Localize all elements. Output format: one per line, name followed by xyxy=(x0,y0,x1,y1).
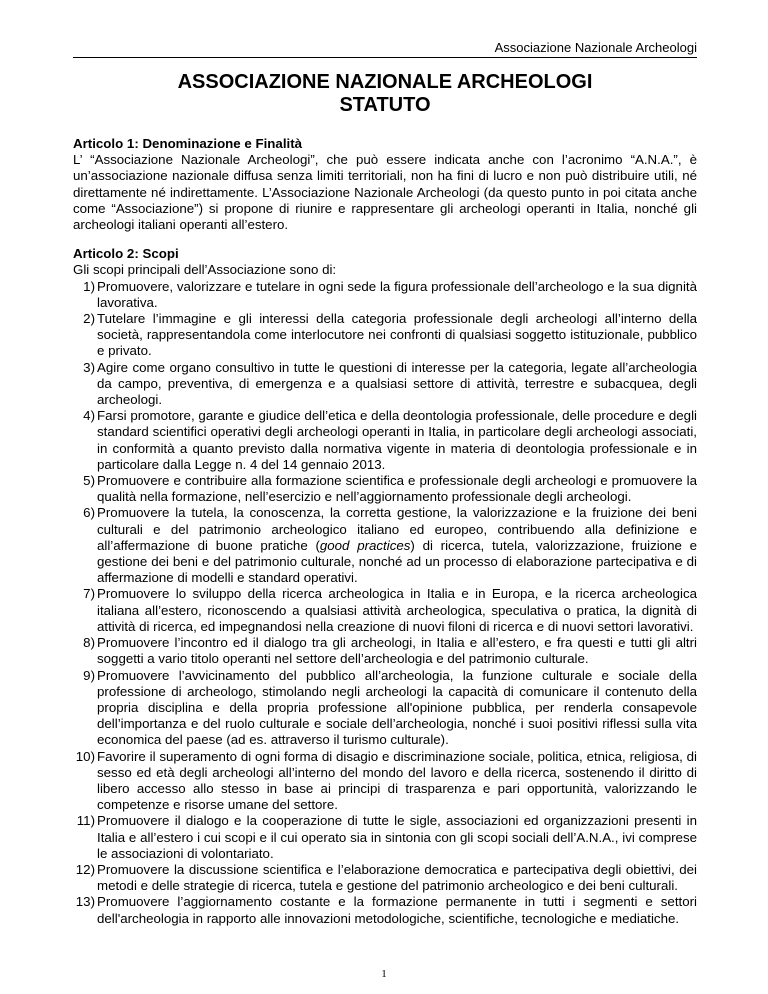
document-title xyxy=(73,71,697,117)
item-text: Promuovere il dialogo e la cooperazione di tutte le sigle, associazioni ed organizzazioni presenti in Italia e all’estero i cui scopi e il cui operato sia in sintonia con gli scopi sociali dell’A.N.A., ivi comprese le associazioni di volontariato. xyxy=(97,813,697,861)
item-text: Tutelare l’immagine e gli interessi della categoria professionale degli archeologi all’interno della società, rappresentandola come interlocutore nei confronti di qualsiasi soggetto istituzionale, pubblico e privato. xyxy=(97,311,697,359)
item-text: Promuovere la discussione scientifica e l’elaborazione democratica e partecipativa degli obiettivi, dei metodi e delle strategie di ricerca, tutela e gestione del patrimonio archeologico e dei beni culturali. xyxy=(97,861,697,894)
item-number: 13) xyxy=(75,894,95,910)
item-number: 8) xyxy=(83,635,95,651)
list-item xyxy=(73,279,697,311)
list-item xyxy=(73,408,697,473)
item-number: 5) xyxy=(83,473,95,489)
item-number: 9) xyxy=(83,667,95,683)
running-header: Associazione Nazionale Archeologi xyxy=(494,40,697,55)
header-rule xyxy=(73,57,697,58)
list-item xyxy=(73,813,697,862)
item-text: Promuovere l’aggiornamento costante e la formazione permanente in tutti i segmenti e settori dell'archeologia in rapporto alle innovazioni metodologiche, scientifiche, tecnologiche e mediatiche. xyxy=(97,894,697,926)
title-line-1: ASSOCIAZIONE NAZIONALE ARCHEOLOGI xyxy=(177,71,593,93)
list-item xyxy=(73,360,697,409)
spacer xyxy=(73,233,697,246)
list-item xyxy=(73,635,697,667)
item-number: 2) xyxy=(83,311,95,327)
article-1-heading: Articolo 1: Denominazione e Finalità xyxy=(73,136,303,151)
list-item xyxy=(73,862,697,894)
title-line-2: STATUTO xyxy=(339,94,431,116)
item-number: 1) xyxy=(83,278,95,294)
item-text-after: ) di ricerca, tutela, valorizzazione, fruizione e gestione dei beni e del patrimonio culturale, nonché ad un processo di elaborazione partecipativa e di affermazione di modelli e standard operativi. xyxy=(97,537,697,586)
item-text: Farsi promotore, garante e giudice dell’etica e della deontologia professionale, delle procedure e degli standard scientifici operativi degli archeologi operanti in Italia, in particolare degli archeologi associati, in conformità a quanto previsto dalla normativa vigente in materia di deontologia professionale e in particolare dalla Legge n. 4 del 14 gennaio 2013. xyxy=(97,408,697,472)
document-body xyxy=(73,136,697,927)
item-text: Promuovere lo sviluppo della ricerca archeologica in Italia e in Europa, e la ricerca archeologica italiana all’estero, riconoscendo a qualsiasi attività archeologica, speculativa o pratica, la dignità di attività di ricerca, ed impegnandosi nella creazione di nuovi filoni di ricerca e di nuovi settori lavorativi. xyxy=(97,586,697,634)
scopes-list xyxy=(73,279,697,927)
item-text-emphasis: good practices xyxy=(319,537,411,553)
item-text: Promuovere, valorizzare e tutelare in ogni sede la figura professionale dell’archeologo e la sua dignità lavorativa. xyxy=(97,278,697,310)
item-number: 6) xyxy=(83,505,95,521)
item-number: 7) xyxy=(83,586,95,602)
list-item xyxy=(73,668,697,749)
article-1-text: L’ “Associazione Nazionale Archeologi”, che può essere indicata anche con l’acronimo “A.N.A.”, è un’associazione nazionale diffusa senza limiti territoriali, non ha fini di lucro e non può distribuire utili, né direttamente né indirettamente. L’Associazione Nazionale Archeologi (da questo punto in poi citata anche come “Associazione”) si propone di riunire e rappresentare gli archeologi operanti in Italia, nonché gli archeologi italiani operanti all’estero. xyxy=(73,152,697,233)
list-item xyxy=(73,894,697,926)
list-item xyxy=(73,311,697,360)
item-number: 3) xyxy=(83,359,95,375)
item-text-before: Promuovere la tutela, la conoscenza, la corretta gestione, la valorizzazione e la fruizione dei beni culturali e del patrimonio archeologico italiano ed europeo, contribuendo alla definizione e all’affermazione di buone pratiche ( xyxy=(97,505,697,553)
item-text: Promuovere l’avvicinamento del pubblico all’archeologia, la funzione culturale e sociale della professione di archeologo, stimolando negli archeologi la capacità di comunicare il contenuto della propria disciplina e della propria professione all'opinione pubblica, per renderla consapevole dell’importanza e del ruolo culturale e sociale dell’archeologia, nonché i suoi positivi riflessi sulla vita economica del paese (ad es. attraverso il turismo culturale). xyxy=(97,667,697,748)
item-number: 10) xyxy=(75,748,95,764)
page-number: 1 xyxy=(381,968,387,980)
list-item xyxy=(73,749,697,814)
item-text: Promuovere l’incontro ed il dialogo tra gli archeologi, in Italia e all’estero, e fra questi e tutti gli altri soggetti a vario titolo operanti nel settore dell’archeologia e del patrimonio culturale. xyxy=(97,635,697,667)
item-number: 11) xyxy=(76,813,95,829)
article-2-heading: Articolo 2: Scopi xyxy=(73,246,179,262)
item-number: 4) xyxy=(83,408,95,424)
list-item xyxy=(73,473,697,505)
item-text: Agire come organo consultivo in tutte le questioni di interesse per la categoria, legate all’archeologia da campo, preventiva, di emergenza e a qualsiasi settore di attività, terrestre e subacquea, degli archeologi. xyxy=(97,359,697,408)
list-item xyxy=(73,586,697,635)
item-number: 12) xyxy=(75,861,95,877)
list-item xyxy=(73,505,697,586)
article-2-intro: Gli scopi principali dell’Associazione sono di: xyxy=(73,262,337,278)
item-text: Promuovere e contribuire alla formazione scientifica e professionale degli archeologi e promuovere la qualità nella formazione, nell’esercizio e nell’aggiornamento professionale degli archeologi. xyxy=(97,473,697,505)
item-text: Favorire il superamento di ogni forma di disagio e discriminazione sociale, politica, etnica, religiosa, di sesso ed età degli archeologi all’interno del mondo del lavoro e della ricerca, sostenendo il diritto di libero accesso allo stesso in base ai principi di trasparenza e pari opportunità, valorizzando le competenze e risorse umane del settore. xyxy=(97,748,697,813)
